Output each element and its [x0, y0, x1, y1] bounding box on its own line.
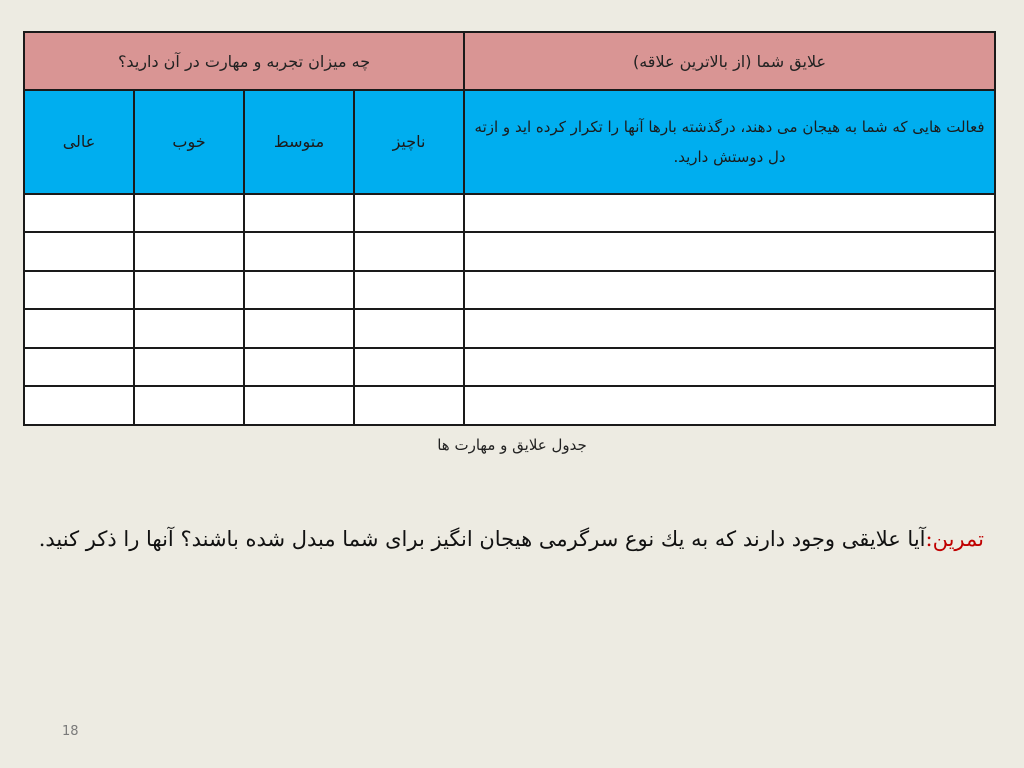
rating-cell[interactable]	[134, 386, 244, 425]
rating-cell[interactable]	[244, 309, 354, 348]
rating-cell[interactable]	[134, 348, 244, 387]
rating-cell[interactable]	[354, 194, 464, 233]
rating-cell[interactable]	[244, 348, 354, 387]
rating-cell[interactable]	[244, 271, 354, 310]
rating-cell[interactable]	[134, 232, 244, 271]
table-caption: جدول علایق و مهارت ها	[437, 436, 587, 454]
rating-cell[interactable]	[354, 386, 464, 425]
interest-cell[interactable]	[464, 309, 995, 348]
table-row	[24, 232, 995, 271]
interest-cell[interactable]	[464, 232, 995, 271]
rating-cell[interactable]	[24, 348, 134, 387]
rating-cell[interactable]	[24, 386, 134, 425]
table-subheader-row	[24, 90, 995, 193]
rating-cell[interactable]	[24, 271, 134, 310]
table-row	[24, 271, 995, 310]
level-good: خوب	[134, 90, 244, 193]
rating-cell[interactable]	[24, 232, 134, 271]
interest-cell[interactable]	[464, 386, 995, 425]
table-row	[24, 194, 995, 233]
header-experience: چه میزان تجربه و مهارت در آن دارید؟	[24, 32, 464, 90]
rating-cell[interactable]	[354, 271, 464, 310]
table-header-row	[24, 32, 995, 90]
rating-cell[interactable]	[134, 271, 244, 310]
interest-cell[interactable]	[464, 271, 995, 310]
rating-cell[interactable]	[354, 232, 464, 271]
rating-cell[interactable]	[244, 386, 354, 425]
level-negligible: ناچیز	[354, 90, 464, 193]
exercise-paragraph	[26, 505, 984, 573]
interest-cell[interactable]	[464, 194, 995, 233]
rating-cell[interactable]	[134, 194, 244, 233]
rating-cell[interactable]	[354, 348, 464, 387]
rating-cell[interactable]	[244, 194, 354, 233]
rating-cell[interactable]	[134, 309, 244, 348]
rating-cell[interactable]	[354, 309, 464, 348]
exercise-text: آیا علایقی وجود دارند که به یك نوع سرگرمی هیجان انگیز برای شما مبدل شده باشند؟ آنها را ذکر کنید.	[38, 527, 926, 551]
rating-cell[interactable]	[24, 309, 134, 348]
rating-cell[interactable]	[244, 232, 354, 271]
rating-cell[interactable]	[24, 194, 134, 233]
exercise-label: تمرین:	[925, 527, 984, 551]
table-row	[24, 386, 995, 425]
header-interests: علایق شما (از بالاترین علاقه)	[464, 32, 995, 90]
level-medium: متوسط	[244, 90, 354, 193]
interest-cell[interactable]	[464, 348, 995, 387]
interests-skills-table	[23, 31, 996, 426]
table-row	[24, 348, 995, 387]
interests-description: فعالت هایی که شما به هیجان می دهند، درگذشته بارها آنها را تکرار کرده اید و ازته دل دوستش دارید.	[464, 90, 995, 193]
slide-number: 18	[62, 724, 79, 739]
level-excellent: عالی	[24, 90, 134, 193]
table-row	[24, 309, 995, 348]
